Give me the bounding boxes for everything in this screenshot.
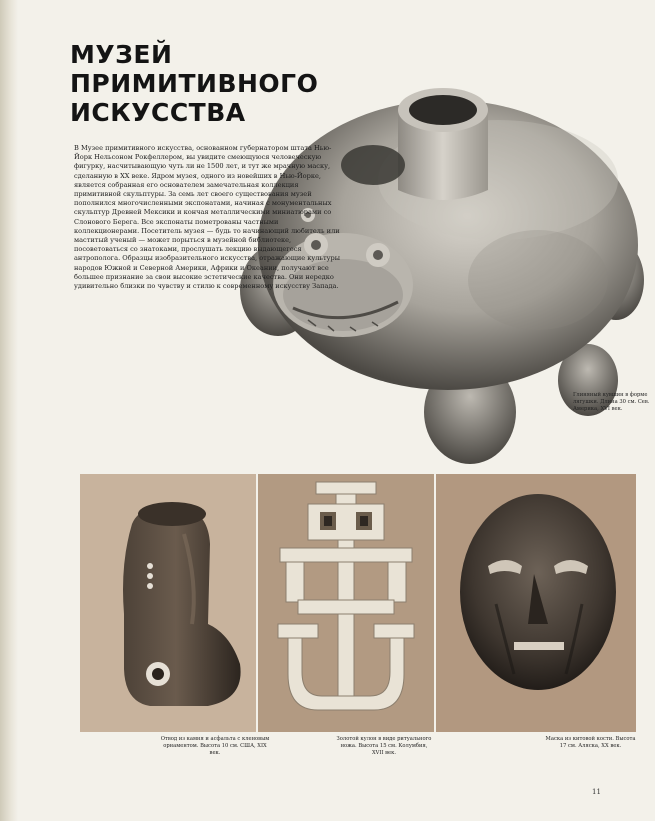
page-binding-edge	[0, 0, 18, 821]
stone-pipe-photo	[80, 474, 256, 732]
stone-pipe-caption: Отвод из камня и асфальта с кленовым орнаментом. Высота 10 см. США, XIX век.	[160, 736, 270, 756]
title-line-2: ПРИМИТИВНОГО	[70, 69, 319, 98]
photo-row	[80, 474, 636, 732]
page-number: 11	[592, 788, 601, 796]
gold-pendant-photo	[258, 474, 434, 732]
mask-photo	[436, 474, 636, 732]
title-line-1: МУЗЕЙ	[70, 40, 173, 69]
magazine-page	[18, 0, 650, 821]
gold-pendant-caption: Золотой кулон в виде ритуального ножа. Высота 15 см. Колумбия, XVII век.	[336, 736, 432, 756]
intro-paragraph: В Музее примитивного искусства, основанном губернатором штата Нью-Йорк Нельсоном Рокфеллером, вы увидите смеющуюся человеческую фигурку, насчитывающую чуть ли не 1500 лет, и тут же мрачную маску, сделанную в XX веке. Ядром музея, одного из новейших в Нью-Йорке, является собранная его основателем замечательная коллекция примитивной скульптуры. За семь лет своего существования музей пополнился многочисленными экспонатами, начиная с монументальных скульптур Древней Мексики и кончая металлическими миниатюрами со Слонового Берега. Все экспонаты пометрованы частными коллекционерами. Посетитель музея — будь то начинающий любитель или маститый ученый — может порыться в музейной библиотеке, посоветоваться со знатоками, прослушать лекцию выдающегося антрополога. Образцы изобразительного искусства, отражающие культуры народов Южной и Северной Америки, Африки и Океании, получают все большее признание за свои высокие эстетические качества. Они нередко удивительно близки по чувству и стилю к современному искусству Запада.	[74, 144, 341, 291]
mask-caption: Маска из китовой кости. Высота 17 см. Аляска, XX век.	[545, 736, 636, 749]
frog-vessel-caption: Глиняный кувшин в форме лягушки. Длина 30 см. Сев. Америка, XVI век.	[573, 392, 650, 412]
title-line-3: ИСКУССТВА	[70, 98, 246, 127]
